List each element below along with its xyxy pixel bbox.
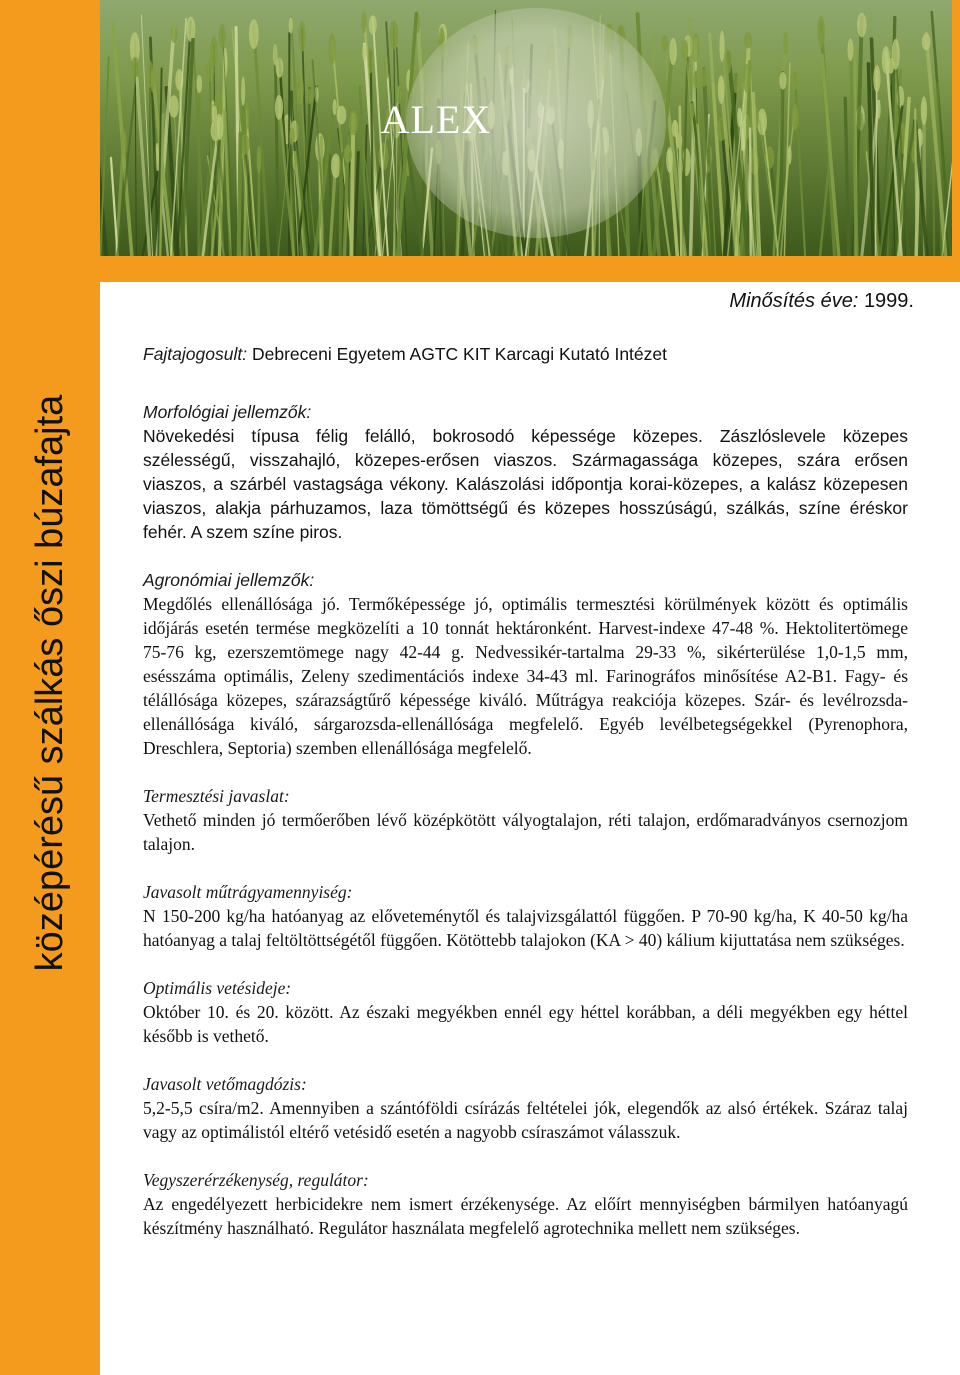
section-heading: Optimális vetésideje: [143,978,292,998]
section-fertilizer [143,880,908,952]
certification-year: 1999. [863,290,914,312]
certification-label: Minősítés éve: [729,290,859,312]
side-title: középérésű szálkás őszi búzafajta [29,394,71,972]
section-sowing-time [143,976,908,1048]
certification-line [729,290,914,313]
section-seed-rate [143,1072,908,1144]
section-heading: Vegyszerérzékenység, regulátor: [143,1170,369,1190]
section-heading: Agronómiai jellemzők: [143,570,315,590]
section-text: Vethető minden jó termőerőben lévő középkötött vályogtalajon, réti talajon, erdőmaradványos csernozjom talajon. [143,810,908,854]
section-heading: Javasolt műtrágyamennyiség: [143,882,353,902]
section-text: Megdőlés ellenállósága jó. Termőképessége jó, optimális termesztési körülmények között és optimális időjárás esetén termése megközelíti a 10 tonnát hektáronként. Harvest-indexe 47-48 %. Hektolitertömege 75-76 kg, ezerszemtömege nagy 42-44 g. Nedvessikér-tartalma 29-33 %, sikérterülése 1,0-1,5 mm, esésszáma optimális, Zeleny szedimentációs indexe 34-43 ml. Farinográfos minősítése A2-B1. Fagy- és télállósága közepes, szárazságtűrő képessége kiváló. Műtrágya reakciója közepes. Szár- és levélrozsda-ellenállósága kiváló, sárgarozsda-ellenállósága megfelelő. Egyéb levélbetegségekkel (Pyrenophora, Dreschlera, Septoria) szemben ellenállósága megfelelő. [143,594,908,758]
section-heading: Javasolt vetőmagdózis: [143,1074,307,1094]
section-heading: Termesztési javaslat: [143,786,290,806]
side-band [0,0,100,1375]
section-morphology [143,400,908,544]
section-cultivation [143,784,908,856]
page-title: ALEX [380,97,492,142]
rights-holder [143,342,908,366]
section-chemicals [143,1168,908,1240]
section-heading: Morfológiai jellemzők: [143,402,312,422]
section-text: N 150-200 kg/ha hatóanyag az előveteménytől és talajvizsgálattól függően. P 70-90 kg/ha, K 40-50 kg/ha hatóanyag a talaj feltöltöttségétől függően. Kötöttebb talajokon (KA > 40) kálium kijuttatása nem szükséges. [143,906,908,950]
section-text: Az engedélyezett herbicidekre nem ismert érzékenysége. Az előírt mennyiségben bármilyen hatóanyagú készítmény használható. Regulátor használata megfelelő agrotechnika mellett nem szükséges. [143,1194,908,1238]
section-agronomy [143,568,908,760]
section-text: Növekedési típusa félig felálló, bokrosodó képessége közepes. Zászlóslevele közepes szélességű, visszahajló, közepes-erősen viaszos. Szármagassága közepes, szára erősen viaszos, a szárbél vastagsága vékony. Kalászolási időpontja korai-közepes, a kalász közepesen viaszos, alakja párhuzamos, laza tömöttségű és közepes hosszúságú, szálkás, színe éréskor fehér. A szem színe piros. [143,426,908,542]
rights-holder-value: Debreceni Egyetem AGTC KIT Karcagi Kutató Intézet [251,344,667,364]
section-text: 5,2-5,5 csíra/m2. Amennyiben a szántóföldi csírázás feltételei jók, elegendők az alsó értékek. Száraz talaj vagy az optimálistól eltérő vetésidő esetén a nagyobb csíraszámot válasszuk. [143,1098,908,1142]
section-text: Október 10. és 20. között. Az északi megyékben ennél egy héttel korábban, a déli megyékben egy héttel később is vethető. [143,1002,908,1046]
document-body [143,342,908,1264]
rights-holder-label: Fajtajogosult: [143,344,248,364]
